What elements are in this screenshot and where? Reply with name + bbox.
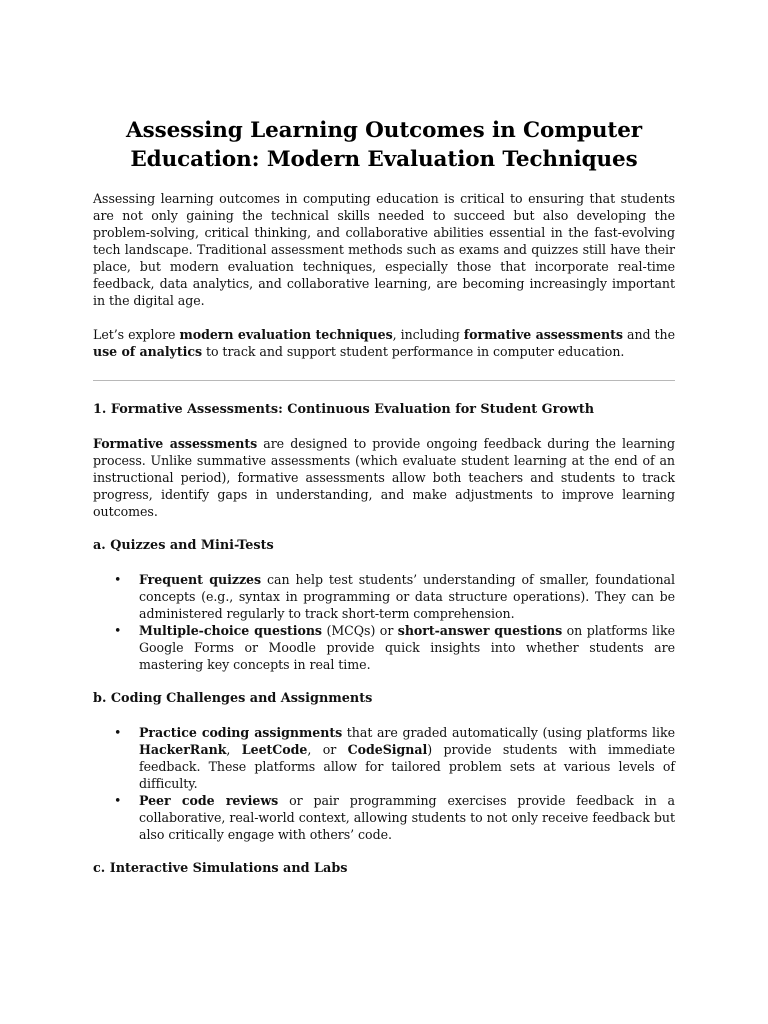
explore-text-1: Let’s explore [93,327,180,342]
document-title: Assessing Learning Outcomes in Computer Education: Modern Evaluation Techniques [125,118,643,172]
explore-text-3: and the [622,327,675,342]
list-item [93,792,675,843]
explore-text-2: , including [392,327,464,342]
list-item-bold: Multiple-choice questions [139,623,322,638]
list-item-text [139,622,675,673]
list-item [93,571,675,622]
bullet-icon: • [114,725,122,740]
list-item-bold: Practice coding assignments [139,725,343,740]
list-item-rest: that are graded automatically (using platforms like [342,725,676,740]
list-item-text [139,792,675,843]
list-item-bold: Peer code reviews [139,793,279,808]
explore-bold-1: modern evaluation techniques [179,327,393,342]
subsection-a-heading: a. Quizzes and Mini-Tests [93,538,274,553]
formative-paragraph [93,435,675,520]
subsection-a-list [93,571,675,673]
bullet-icon: • [114,572,122,587]
section-divider [93,380,675,381]
list-item-rest: (MCQs) or [321,623,398,638]
subsection-b-list [93,724,675,843]
section-1-heading: 1. Formative Assessments: Continuous Evaluation for Student Growth [93,402,595,417]
list-item-rest: ) provide students with immediate feedback. These platforms allow for tailored problem sets at various levels of difficulty. [139,742,675,791]
list-item-text [139,724,675,792]
list-item-bold: short-answer questions [397,623,563,638]
explore-paragraph [93,326,675,360]
list-item-bold: Frequent quizzes [139,572,262,587]
formative-bold: Formative assessments [93,436,258,451]
list-item-rest: on platforms like Google Forms or Moodle provide quick insights into whether students are mastering key concepts in real time. [139,623,675,672]
document-body [93,116,675,877]
platform-hackerrank: HackerRank [139,742,227,757]
list-item-rest: can help test students’ understanding of smaller, foundational concepts (e.g., syntax in programming or data structure operations). They can be administered regularly to track short-term comprehension. [139,572,675,621]
list-item-rest: , [226,742,242,757]
explore-bold-3: use of analytics [93,344,202,359]
list-item-rest: , or [307,742,348,757]
subsection-c-heading: c. Interactive Simulations and Labs [93,861,348,876]
list-item-rest: or pair programming exercises provide feedback in a collaborative, real-world context, allowing students to not only receive feedback but also critically engage with others’ code. [139,793,675,842]
intro-paragraph: Assessing learning outcomes in computing education is critical to ensuring that students are not only gaining the technical skills needed to succeed but also developing the problem-solving, critical thinking, and collaborative abilities essential in the fast-evolving tech landscape. Traditional assessment methods such as exams and quizzes still have their place, but modern evaluation techniques, especially those that incorporate real-time feedback, data analytics, and collaborative learning, are becoming increasingly important in the digital age. [93,191,675,308]
explore-bold-2: formative assessments [463,327,623,342]
formative-text: are designed to provide ongoing feedback during the learning process. Unlike summative assessments (which evaluate student learning at the end of an instructional period), formative assessments allow both teachers and students to track progress, identify gaps in understanding, and make adjustments to improve learning outcomes. [93,436,675,519]
bullet-icon: • [114,793,122,808]
list-item-text [139,571,675,622]
platform-codesignal: CodeSignal [347,742,428,757]
platform-leetcode: LeetCode [241,742,308,757]
bullet-icon: • [114,623,122,638]
subsection-b-heading: b. Coding Challenges and Assignments [93,691,373,706]
list-item [93,724,675,792]
list-item [93,622,675,673]
explore-text-4: to track and support student performance in computer education. [201,344,625,359]
